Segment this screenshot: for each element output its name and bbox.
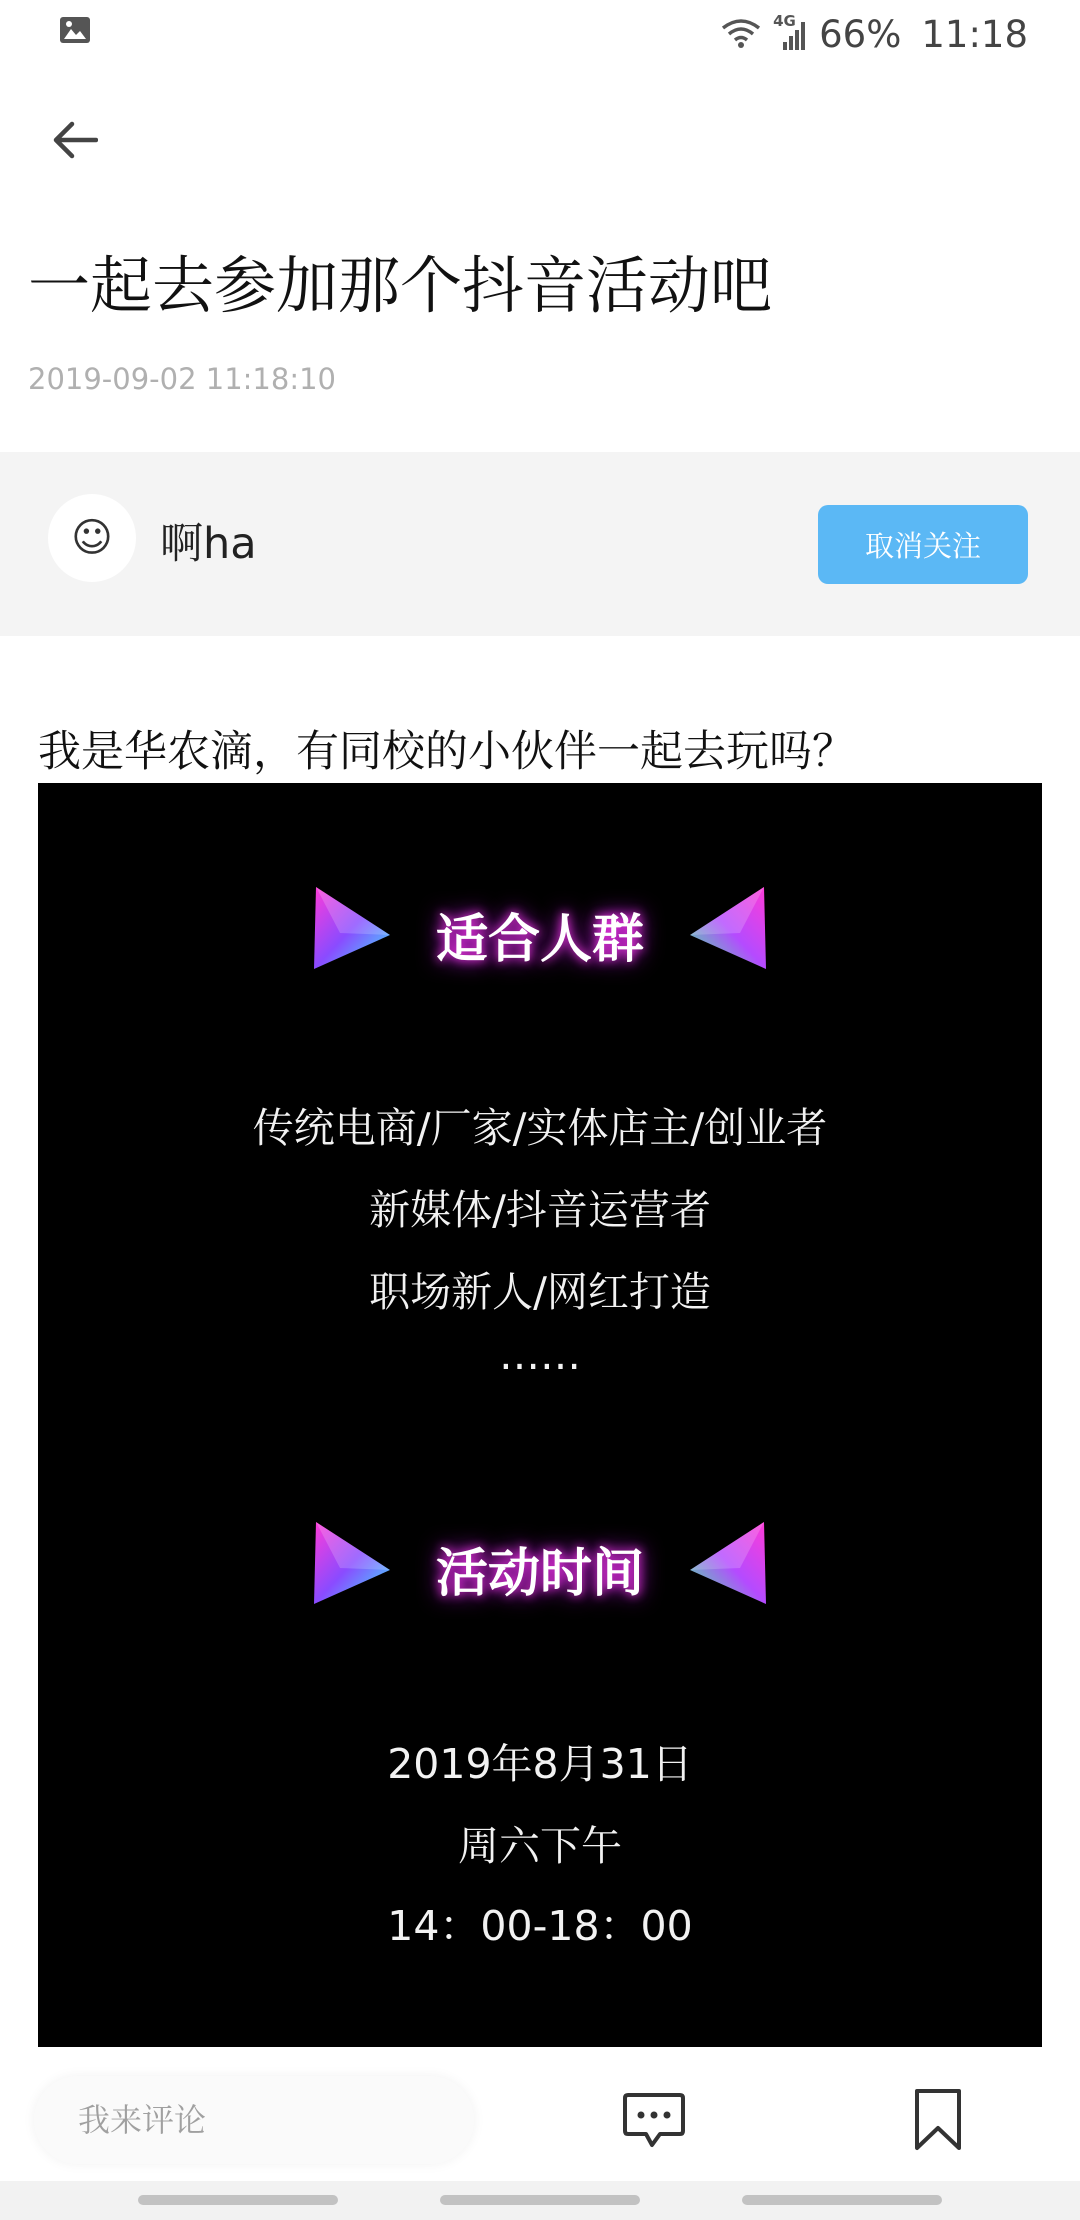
unfollow-button[interactable]: 取消关注 [818, 505, 1028, 584]
bottom-action-bar [0, 2066, 1080, 2181]
author-bar [0, 452, 1080, 636]
comment-icon [622, 2091, 686, 2149]
status-indicators [721, 6, 1028, 62]
arrow-left-icon [52, 120, 98, 160]
audience-line: 新媒体/抖音运营者 [369, 1186, 711, 1234]
system-nav-bar [0, 2181, 1080, 2220]
author-name[interactable]: 啊ha [160, 519, 257, 569]
comments-button[interactable] [614, 2080, 694, 2160]
post-body: 我是华农滴，有同校的小伙伴一起去玩吗？ [38, 727, 855, 777]
battery-percent: 66% [819, 12, 902, 56]
clock: 11:18 [921, 12, 1028, 56]
gallery-notification-icon [58, 14, 92, 46]
avatar-face: ☺ [71, 515, 113, 561]
comment-input[interactable] [78, 2076, 458, 2164]
triangle-right-icon [686, 1518, 770, 1608]
time-line: 周六下午 [458, 1822, 622, 1870]
comment-box[interactable] [34, 2076, 474, 2164]
post-date: 2019-09-02 11:18:10 [28, 362, 336, 396]
signal-icon [773, 12, 807, 52]
nav-home[interactable] [440, 2195, 640, 2205]
bookmark-icon [913, 2088, 963, 2152]
nav-recent-apps[interactable] [138, 2195, 338, 2205]
triangle-right-icon [686, 883, 770, 973]
time-line: 2019年8月31日 [387, 1740, 693, 1788]
bookmark-button[interactable] [898, 2080, 978, 2160]
post-title: 一起去参加那个抖音活动吧 [28, 249, 773, 322]
audience-line: 传统电商/厂家/实体店主/创业者 [252, 1104, 828, 1152]
section-title-audience: 适合人群 [435, 910, 644, 970]
wifi-icon [721, 18, 761, 50]
avatar[interactable] [48, 494, 136, 582]
nav-back[interactable] [742, 2195, 942, 2205]
audience-line: …… [499, 1331, 581, 1379]
status-bar [0, 0, 1080, 70]
poster-image[interactable] [38, 783, 1042, 2047]
back-button[interactable] [40, 105, 110, 175]
network-type: 4G [773, 12, 796, 30]
section-title-time: 活动时间 [435, 1544, 644, 1604]
time-line: 14：00-18：00 [387, 1902, 693, 1950]
audience-line: 职场新人/网红打造 [369, 1268, 711, 1316]
